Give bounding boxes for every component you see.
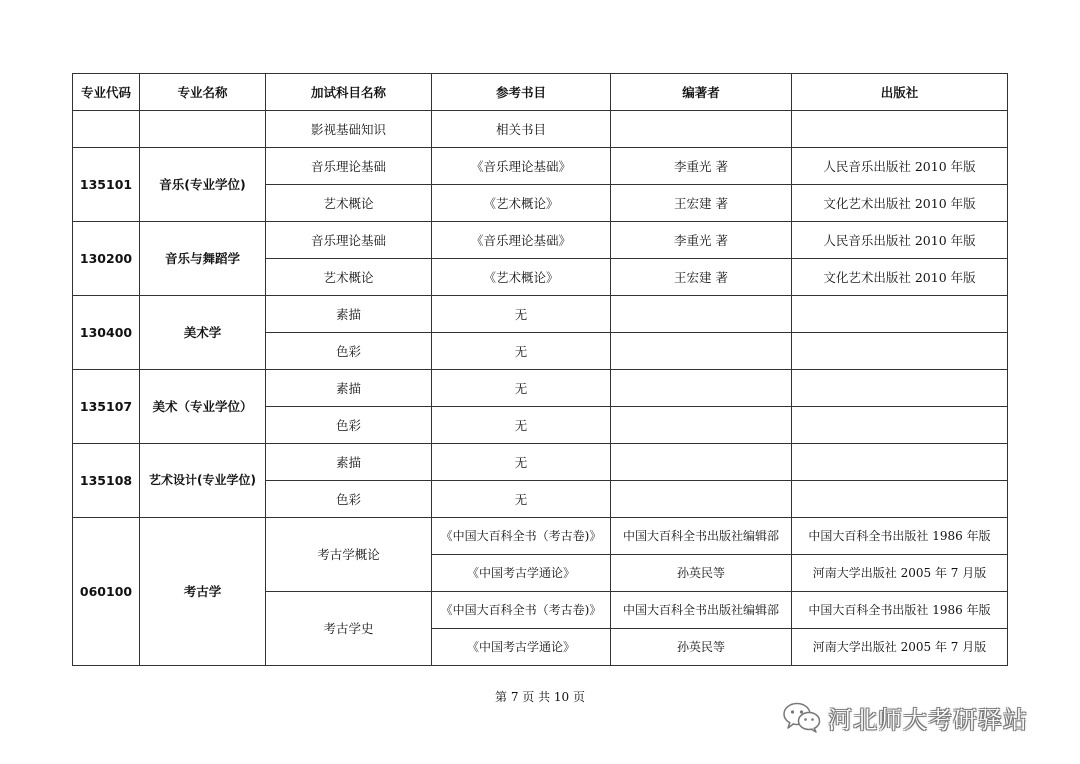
major-code-cell: 130200 (73, 222, 140, 296)
exam-subject-cell: 色彩 (266, 407, 432, 444)
publisher-cell (792, 370, 1008, 407)
table-row (73, 370, 1008, 407)
reference-books-table (72, 73, 1008, 666)
major-name-cell: 考古学 (140, 518, 266, 666)
publisher-cell: 人民音乐出版社 2010 年版 (792, 222, 1008, 259)
exam-subject-cell: 音乐理论基础 (266, 148, 432, 185)
exam-subject-cell: 艺术概论 (266, 259, 432, 296)
author-cell: 李重光 著 (611, 148, 792, 185)
major-code-cell: 135101 (73, 148, 140, 222)
reference-book-cell: 《艺术概论》 (432, 259, 611, 296)
reference-book-cell: 无 (432, 296, 611, 333)
table-row (73, 518, 1008, 555)
author-cell: 中国大百科全书出版社编辑部 (611, 592, 792, 629)
table-row (73, 296, 1008, 333)
major-code-cell: 135108 (73, 444, 140, 518)
publisher-cell: 人民音乐出版社 2010 年版 (792, 148, 1008, 185)
exam-subject-cell: 音乐理论基础 (266, 222, 432, 259)
table-row (73, 111, 1008, 148)
author-cell: 孙英民等 (611, 555, 792, 592)
reference-book-cell: 《中国大百科全书（考古卷)》 (432, 592, 611, 629)
author-cell: 中国大百科全书出版社编辑部 (611, 518, 792, 555)
table-header-row (73, 74, 1008, 111)
exam-subject-cell: 素描 (266, 296, 432, 333)
reference-book-cell: 无 (432, 370, 611, 407)
author-cell (611, 370, 792, 407)
exam-subject-cell: 色彩 (266, 333, 432, 370)
table-row (73, 444, 1008, 481)
major-code-cell: 060100 (73, 518, 140, 666)
reference-book-cell: 无 (432, 333, 611, 370)
major-code-cell: 130400 (73, 296, 140, 370)
publisher-cell (792, 407, 1008, 444)
publisher-cell: 河南大学出版社 2005 年 7 月版 (792, 629, 1008, 666)
major-name-cell (140, 111, 266, 148)
exam-subject-cell: 考古学概论 (266, 518, 432, 592)
major-code-cell: 135107 (73, 370, 140, 444)
header-exam-subject: 加试科目名称 (266, 74, 432, 111)
major-name-cell: 音乐与舞蹈学 (140, 222, 266, 296)
author-cell (611, 407, 792, 444)
exam-subject-cell: 素描 (266, 444, 432, 481)
author-cell (611, 111, 792, 148)
reference-book-cell: 《音乐理论基础》 (432, 222, 611, 259)
reference-book-cell: 无 (432, 407, 611, 444)
publisher-cell: 文化艺术出版社 2010 年版 (792, 185, 1008, 222)
header-publisher: 出版社 (792, 74, 1008, 111)
header-author: 编著者 (611, 74, 792, 111)
exam-subject-cell: 影视基础知识 (266, 111, 432, 148)
table-row (73, 148, 1008, 185)
author-cell: 孙英民等 (611, 629, 792, 666)
header-reference-book: 参考书目 (432, 74, 611, 111)
publisher-cell (792, 444, 1008, 481)
reference-book-cell: 《中国考古学通论》 (432, 555, 611, 592)
author-cell: 王宏建 著 (611, 259, 792, 296)
watermark (782, 700, 1028, 734)
watermark-text: 河北师大考研驿站 (828, 705, 1028, 734)
author-cell (611, 444, 792, 481)
major-code-cell (73, 111, 140, 148)
reference-book-cell: 《中国大百科全书（考古卷)》 (432, 518, 611, 555)
author-cell: 王宏建 著 (611, 185, 792, 222)
table-row (73, 222, 1008, 259)
author-cell: 李重光 著 (611, 222, 792, 259)
reference-book-cell: 《音乐理论基础》 (432, 148, 611, 185)
major-name-cell: 美术学 (140, 296, 266, 370)
wechat-icon (782, 701, 822, 733)
publisher-cell: 河南大学出版社 2005 年 7 月版 (792, 555, 1008, 592)
major-name-cell: 美术（专业学位） (140, 370, 266, 444)
reference-book-cell: 无 (432, 481, 611, 518)
publisher-cell: 中国大百科全书出版社 1986 年版 (792, 592, 1008, 629)
publisher-cell: 中国大百科全书出版社 1986 年版 (792, 518, 1008, 555)
reference-book-cell: 《艺术概论》 (432, 185, 611, 222)
exam-subject-cell: 色彩 (266, 481, 432, 518)
exam-subject-cell: 艺术概论 (266, 185, 432, 222)
author-cell (611, 296, 792, 333)
page-number: 第 7 页 共 10 页 (495, 690, 585, 704)
exam-subject-cell: 素描 (266, 370, 432, 407)
author-cell (611, 481, 792, 518)
author-cell (611, 333, 792, 370)
exam-subject-cell: 考古学史 (266, 592, 432, 666)
publisher-cell (792, 296, 1008, 333)
publisher-cell (792, 111, 1008, 148)
publisher-cell: 文化艺术出版社 2010 年版 (792, 259, 1008, 296)
publisher-cell (792, 481, 1008, 518)
header-major-code: 专业代码 (73, 74, 140, 111)
major-name-cell: 音乐(专业学位) (140, 148, 266, 222)
publisher-cell (792, 333, 1008, 370)
reference-book-cell: 无 (432, 444, 611, 481)
reference-book-cell: 《中国考古学通论》 (432, 629, 611, 666)
reference-book-cell: 相关书目 (432, 111, 611, 148)
header-major-name: 专业名称 (140, 74, 266, 111)
major-name-cell: 艺术设计(专业学位) (140, 444, 266, 518)
